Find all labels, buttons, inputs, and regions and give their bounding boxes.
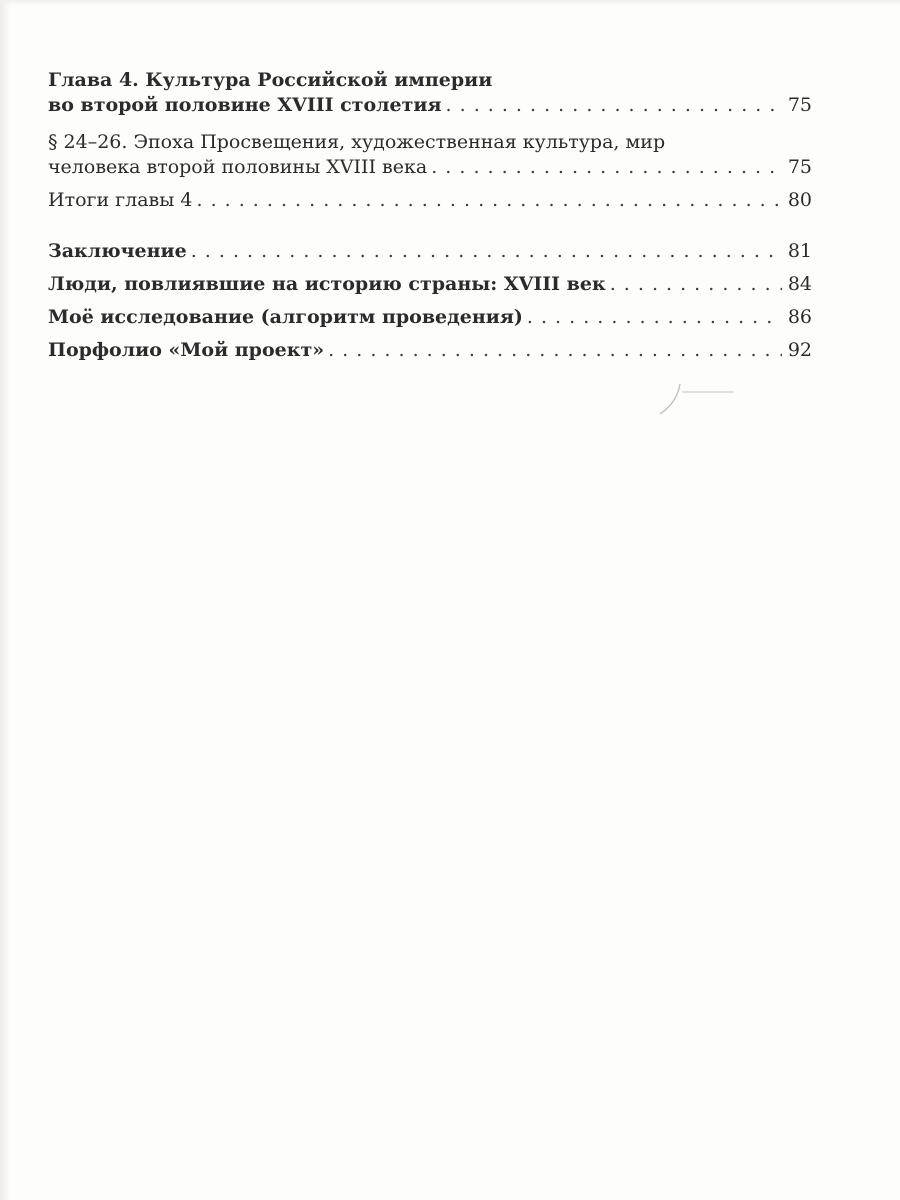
toc-entry-chapter-4-title-line2: во второй половине XVIII столетия [48, 94, 442, 116]
toc-entry-chapter-4-summary[interactable] [48, 188, 812, 213]
toc-entry-portfolio[interactable] [48, 338, 812, 363]
toc-leader-dots [328, 338, 782, 363]
toc-entry-research-title: Моё исследование (алгоритм проведения) [48, 306, 523, 328]
toc-entry-research-page: 86 [787, 306, 812, 328]
faint-scan-mark [656, 382, 736, 422]
toc-leader-dots [196, 188, 781, 213]
toc-entry-portfolio-page: 92 [787, 339, 812, 361]
toc-entry-conclusion[interactable] [48, 239, 812, 264]
toc-entry-section-24-26-title-line2: человека второй половины XVIII века [48, 156, 428, 178]
toc-leader-dots [610, 272, 782, 297]
toc-entry-section-24-26-page: 75 [787, 156, 812, 178]
page-edge-shadow [0, 0, 10, 1200]
toc-entry-section-24-26-title-line1: § 24–26. Эпоха Просвещения, художественная культура, мир [48, 131, 666, 153]
toc-entry-chapter-4-page: 75 [787, 94, 812, 116]
toc-entry-portfolio-title: Порфолио «Мой проект» [48, 339, 325, 361]
toc-leader-dots [191, 239, 782, 264]
toc-entry-people-page: 84 [787, 273, 812, 295]
toc-entry-conclusion-title: Заключение [48, 240, 187, 262]
toc-entry-conclusion-page: 81 [787, 240, 812, 262]
toc-entry-chapter-4[interactable] [48, 68, 812, 118]
toc-entry-people[interactable] [48, 272, 812, 297]
toc-entry-research[interactable] [48, 305, 812, 330]
page-top-shadow [0, 0, 900, 6]
toc-entry-chapter-4-summary-page: 80 [787, 189, 812, 211]
table-of-contents [48, 68, 812, 371]
toc-entry-chapter-4-title-line1: Глава 4. Культура Российской империи [48, 69, 493, 91]
toc-entry-section-24-26[interactable] [48, 130, 812, 180]
toc-entry-chapter-4-summary-title: Итоги главы 4 [48, 189, 193, 211]
toc-leader-dots [446, 93, 782, 118]
toc-leader-dots [431, 155, 782, 180]
toc-entry-people-title: Люди, повлиявшие на историю страны: XVIII век [48, 273, 606, 295]
toc-leader-dots [527, 305, 782, 330]
